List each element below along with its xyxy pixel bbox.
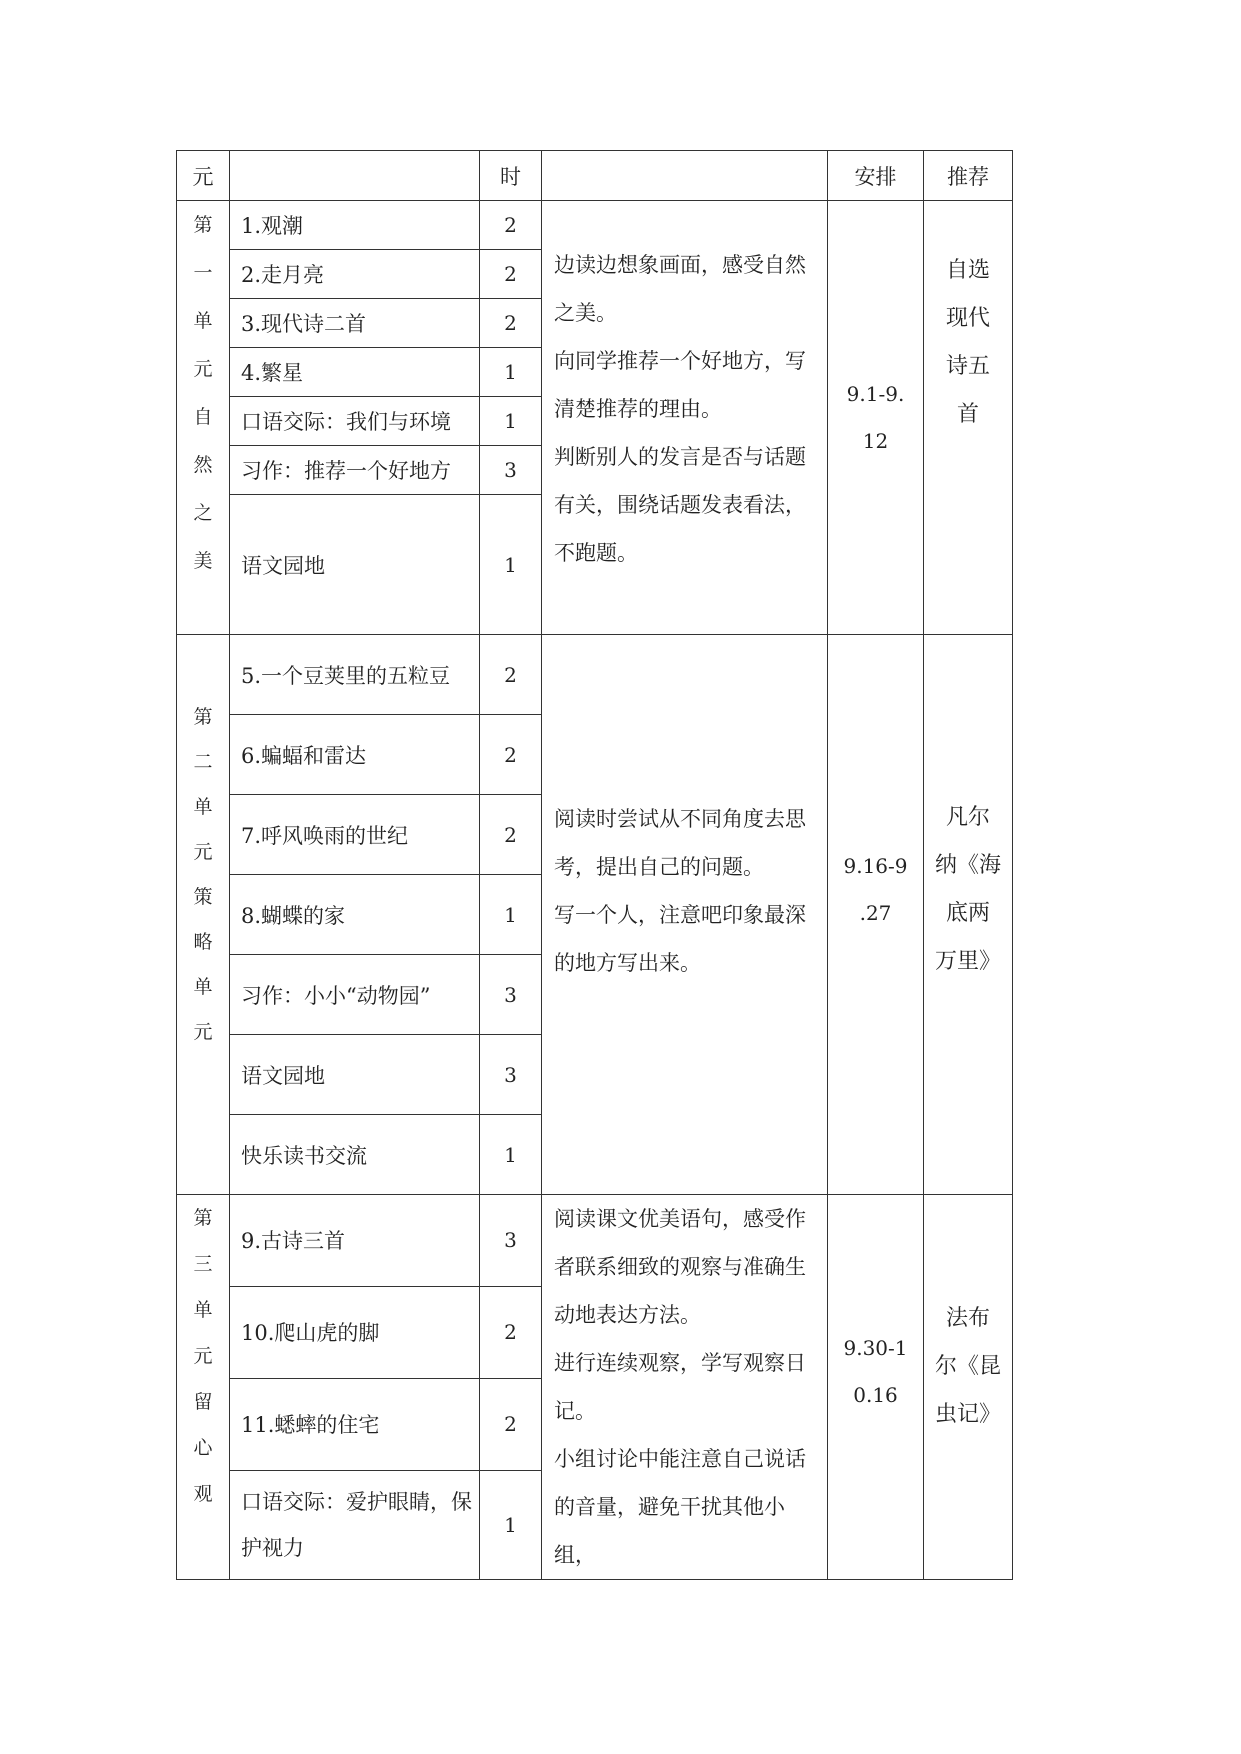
lesson-title: 3.现代诗二首 xyxy=(230,299,480,348)
lesson-title: 4.繁星 xyxy=(230,348,480,397)
lesson-hours: 1 xyxy=(480,495,542,635)
lesson-hours: 1 xyxy=(480,397,542,446)
header-lesson xyxy=(230,151,480,201)
header-goals xyxy=(542,151,828,201)
unit-3-recommend: 法布 尔《昆 虫记》 xyxy=(924,1195,1013,1580)
unit-3-label: 第 三 单 元 留 心 观 xyxy=(177,1195,230,1580)
lesson-title: 语文园地 xyxy=(230,1035,480,1115)
lesson-hours: 3 xyxy=(480,955,542,1035)
lesson-title: 习作：推荐一个好地方 xyxy=(230,446,480,495)
lesson-hours: 1 xyxy=(480,1115,542,1195)
lesson-hours: 1 xyxy=(480,1470,542,1579)
table-row xyxy=(177,201,1013,250)
unit-1-schedule: 9.1-9. 12 xyxy=(828,201,924,635)
lesson-hours: 3 xyxy=(480,446,542,495)
lesson-hours: 2 xyxy=(480,795,542,875)
lesson-title: 快乐读书交流 xyxy=(230,1115,480,1195)
table-row xyxy=(177,635,1013,715)
lesson-title: 6.蝙蝠和雷达 xyxy=(230,715,480,795)
lesson-title: 5.一个豆荚里的五粒豆 xyxy=(230,635,480,715)
lesson-title: 习作：小小“动物园” xyxy=(230,955,480,1035)
unit-2-recommend: 凡尔 纳《海 底两 万里》 xyxy=(924,635,1013,1195)
unit-1-label: 第 一 单 元 自 然 之 美 xyxy=(177,201,230,635)
unit-1-recommend: 自选 现代 诗五 首 xyxy=(924,201,1013,635)
table-row xyxy=(177,1195,1013,1287)
lesson-hours: 2 xyxy=(480,1378,542,1470)
lesson-title: 口语交际：爱护眼睛，保护视力 xyxy=(230,1470,480,1579)
unit-2-schedule: 9.16-9 .27 xyxy=(828,635,924,1195)
lesson-title: 2.走月亮 xyxy=(230,250,480,299)
lesson-title: 11.蟋蟀的住宅 xyxy=(230,1378,480,1470)
header-schedule: 安排 xyxy=(828,151,924,201)
lesson-hours: 2 xyxy=(480,299,542,348)
unit-1-goals: 边读边想象画面，感受自然之美。 向同学推荐一个好地方，写清楚推荐的理由。 判断别人的发言是否与话题有关，围绕话题发表看法，不跑题。 xyxy=(542,201,828,635)
lesson-hours: 2 xyxy=(480,635,542,715)
lesson-title: 1.观潮 xyxy=(230,201,480,250)
lesson-title: 口语交际：我们与环境 xyxy=(230,397,480,446)
lesson-title: 7.呼风唤雨的世纪 xyxy=(230,795,480,875)
lesson-hours: 2 xyxy=(480,1286,542,1378)
lesson-hours: 3 xyxy=(480,1195,542,1287)
teaching-plan-table xyxy=(176,150,1013,1580)
lesson-title: 10.爬山虎的脚 xyxy=(230,1286,480,1378)
lesson-title: 9.古诗三首 xyxy=(230,1195,480,1287)
header-recommend: 推荐 xyxy=(924,151,1013,201)
unit-2-label: 第 二 单 元 策 略 单 元 xyxy=(177,635,230,1195)
lesson-hours: 1 xyxy=(480,348,542,397)
lesson-hours: 2 xyxy=(480,201,542,250)
header-hours: 时 xyxy=(480,151,542,201)
lesson-hours: 2 xyxy=(480,715,542,795)
unit-3-schedule: 9.30-1 0.16 xyxy=(828,1195,924,1580)
lesson-hours: 1 xyxy=(480,875,542,955)
unit-3-goals: 阅读课文优美语句，感受作者联系细致的观察与准确生动地表达方法。 进行连续观察，学写观察日记。 小组讨论中能注意自己说话的音量，避免干扰其他小组， xyxy=(542,1195,828,1580)
unit-2-goals: 阅读时尝试从不同角度去思考，提出自己的问题。 写一个人，注意吧印象最深的地方写出来。 xyxy=(542,635,828,1195)
lesson-title: 8.蝴蝶的家 xyxy=(230,875,480,955)
header-row xyxy=(177,151,1013,201)
lesson-hours: 2 xyxy=(480,250,542,299)
lesson-title: 语文园地 xyxy=(230,495,480,635)
header-unit: 元 xyxy=(177,151,230,201)
lesson-hours: 3 xyxy=(480,1035,542,1115)
